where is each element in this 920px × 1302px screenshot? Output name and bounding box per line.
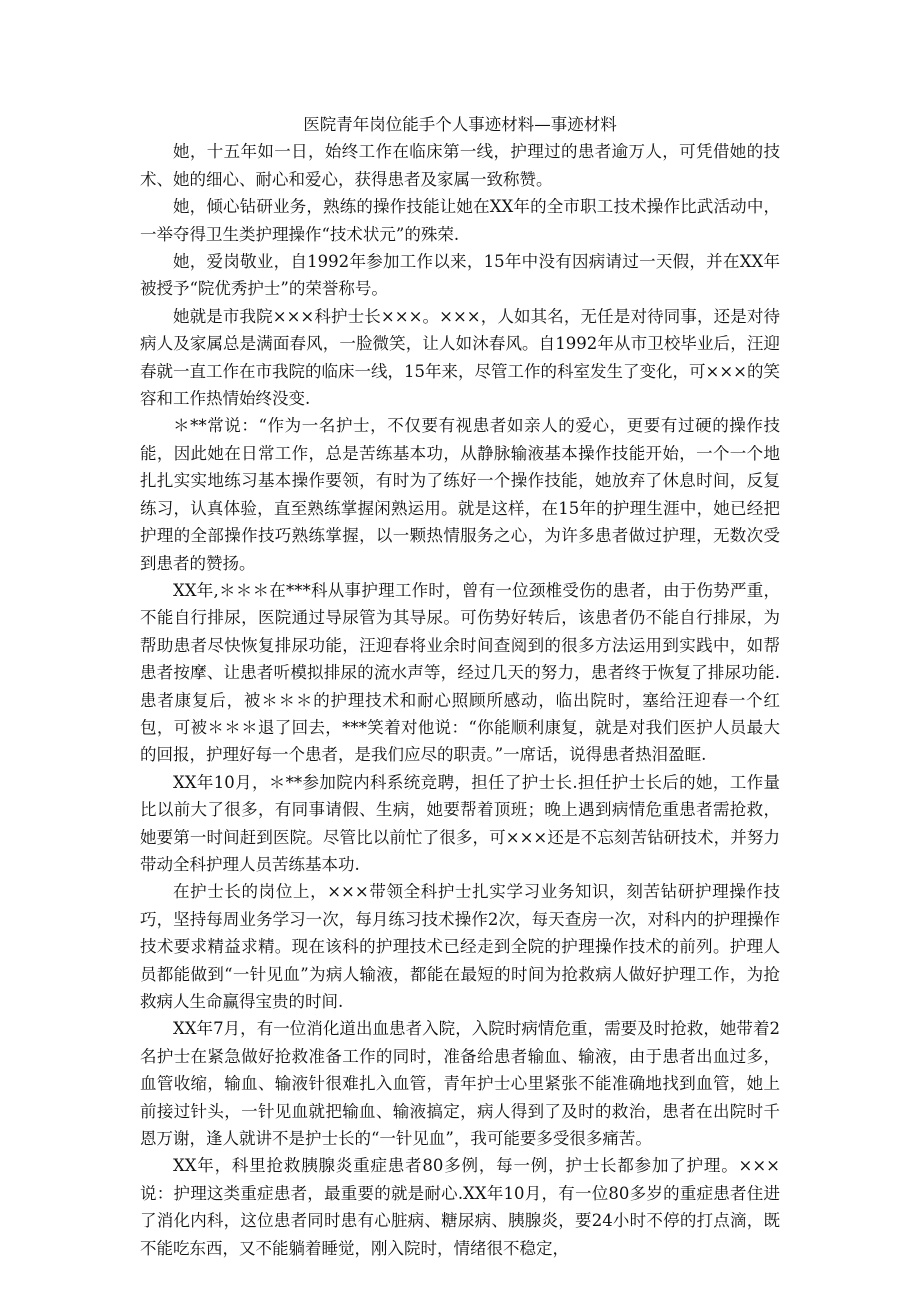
paragraph: 她，爱岗敬业，自1992年参加工作以来，15年中没有因病请过一天假，并在XX年被授予“院优秀护士”的荣誉称号。 (140, 252, 780, 299)
document-page (140, 111, 780, 1262)
paragraph: 她，十五年如一日，始终工作在临床第一线，护理过的患者逾万人，可凭借她的技术、她的细心、耐心和爱心，获得患者及家属一致称赞。 (140, 142, 780, 189)
paragraph: XX年,＊＊＊在***科从事护理工作时，曾有一位颈椎受伤的患者，由于伤势严重，不能自行排尿，医院通过导尿管为其导尿。可伤势好转后，该患者仍不能自行排尿，为帮助患者尽快恢复排尿功能，汪迎春将业余时间查阅到的很多方法运用到实践中，如帮患者按摩、让患者听模拟排尿的流水声等，经过几天的努力，患者终于恢复了排尿功能.患者康复后，被＊＊＊的护理技术和耐心照顾所感动，临出院时，塞给汪迎春一个红包，可被＊＊＊退了回去，***笑着对他说：“你能顺利康复，就是对我们医护人员最大的回报，护理好每一个患者，是我们应尽的职责。”一席话，说得患者热泪盈眶. (140, 580, 780, 765)
paragraph: XX年7月，有一位消化道出血患者入院，入院时病情危重，需要及时抢救，她带着2名护士在紧急做好抢救准备工作的同时，准备给患者输血、输液，由于患者出血过多，血管收缩，输血、输液针很难扎入血管，青年护士心里紧张不能准确地找到血管，她上前接过针头，一针见血就把输血、输液搞定，病人得到了及时的救治，患者在出院时千恩万谢，逢人就讲不是护士长的“一针见血”，我可能要多受很多痛苦。 (140, 1019, 780, 1149)
document-title: 医院青年岗位能手个人事迹材料—事迹材料 (303, 115, 617, 134)
paragraph: 在护士长的岗位上，×××带领全科护士扎实学习业务知识，刻苦钻研护理操作技巧，坚持每周业务学习一次，每月练习技术操作2次，每天查房一次，对科内的护理操作技术要求精益求精。现在该科的护理技术已经走到全院的护理操作技术的前列。护理人员都能做到“一针见血”为病人输液，都能在最短的时间为抢救病人做好护理工作，为抢救病人生命赢得宝贵的时间. (140, 882, 780, 1011)
paragraph: ＊**常说：“作为一名护士，不仅要有视患者如亲人的爱心，更要有过硬的操作技能，因此她在日常工作，总是苦练基本功，从静脉输液基本操作技能开始，一个一个地扎扎实实地练习基本操作要领，有时为了练好一个操作技能，她放弃了休息时间，反复练习，认真体验，直至熟练掌握闲熟运用。就是这样，在15年的护理生涯中，她已经把护理的全部操作技巧熟练掌握，以一颗热情服务之心，为许多患者做过护理，无数次受到患者的赞扬。 (140, 416, 780, 573)
paragraph: 她就是市我院×××科护士长×××。×××，人如其名，无任是对待同事，还是对待病人及家属总是满面春风，一脸微笑，让人如沐春风。自1992年从市卫校毕业后，汪迎春就一直工作在市我院的临床一线，15年来，尽管工作的科室发生了变化，可×××的笑容和工作热情始终没变. (140, 306, 780, 409)
paragraph: XX年，科里抢救胰腺炎重症患者80多例，每一例，护士长都参加了护理。×××说：护理这类重症患者，最重要的就是耐心.XX年10月，有一位80多岁的重症患者住进了消化内科，这位患者同时患有心脏病、糖尿病、胰腺炎，要24小时不停的打点滴，既不能吃东西，又不能躺着睡觉，刚入院时，情绪很不稳定， (140, 1156, 780, 1258)
paragraph: XX年10月，＊**参加院内科系统竞聘，担任了护士长.担任护士长后的她，工作量比以前大了很多，有同事请假、生病，她要帮着顶班；晚上遇到病情危重患者需抢救，她要第一时间赶到医院。尽管比以前忙了很多，可×××还是不忘刻苦钻研技术，并努力带动全科护理人员苦练基本功. (140, 772, 780, 874)
paragraph: 她，倾心钻研业务，熟练的操作技能让她在XX年的全市职工技术操作比武活动中，一举夺得卫生类护理操作“技术状元”的殊荣. (140, 197, 780, 244)
